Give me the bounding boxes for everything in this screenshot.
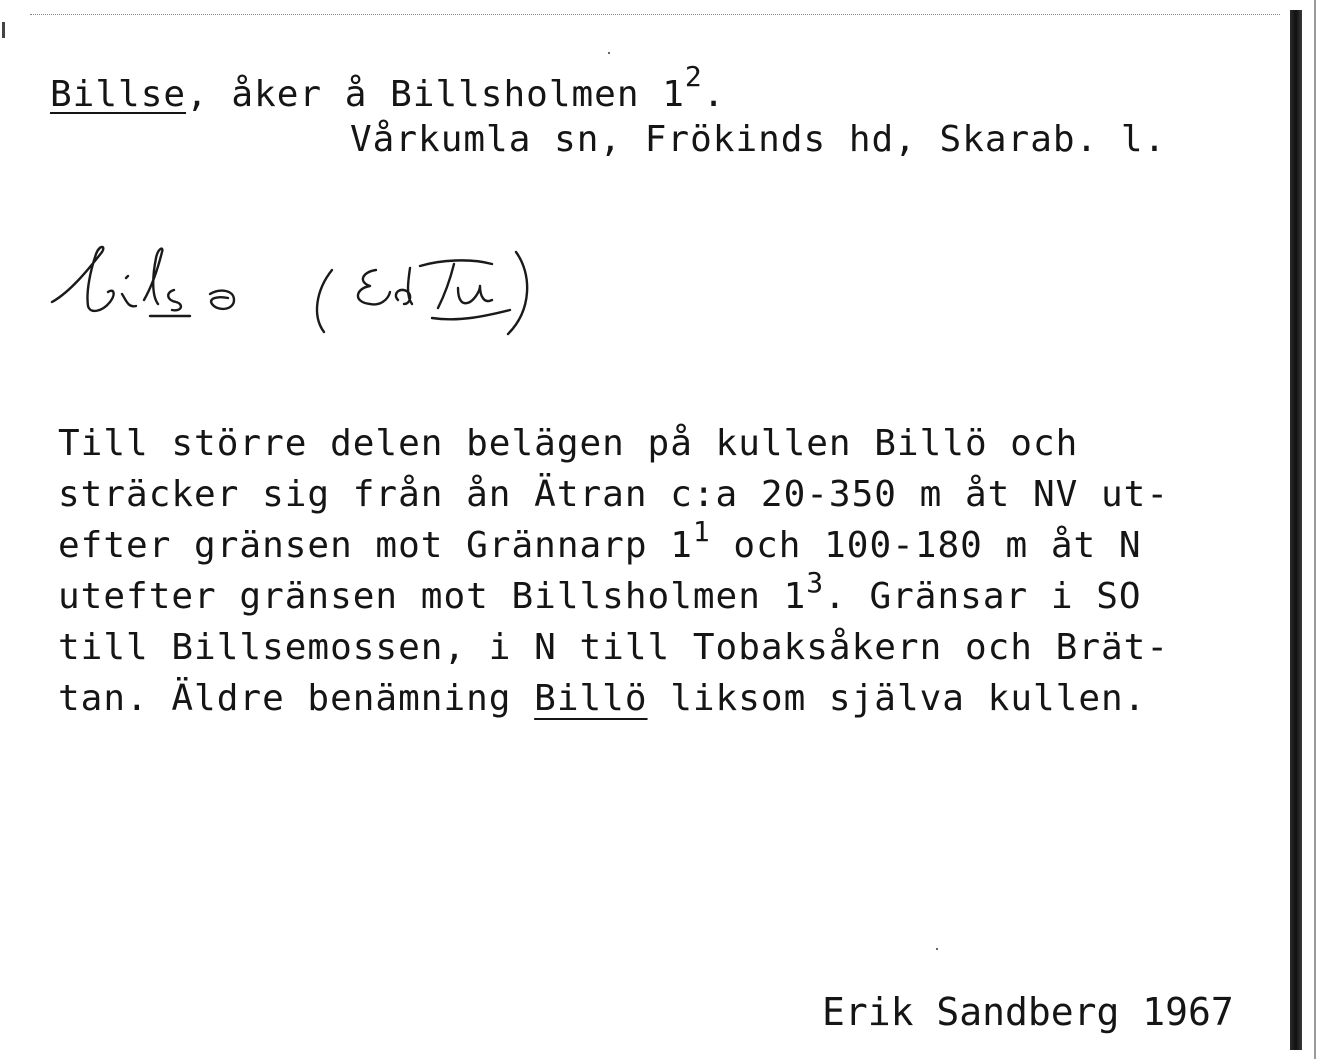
body-line xyxy=(58,515,1169,571)
card-body xyxy=(58,418,1169,724)
body-line: till Billsemossen, i N till Tobaksåkern och Brät- xyxy=(58,627,1170,668)
place-name: Billse xyxy=(50,74,187,115)
body-line-text: efter gränsen mot Grännarp 1 xyxy=(58,525,693,566)
body-line-text: utefter gränsen mot Billsholmen 1 xyxy=(58,576,807,617)
place-description-end: . xyxy=(702,74,726,115)
scan-right-edge-thin xyxy=(1314,0,1316,1059)
author-signature: Erik Sandberg 1967 xyxy=(822,990,1234,1034)
body-line-superscript: 1 xyxy=(692,515,711,548)
card-heading xyxy=(50,60,726,115)
body-line-superscript: 3 xyxy=(806,566,825,599)
parish-location: Vårkumla sn, Frökinds hd, Skarab. l. xyxy=(350,119,1167,160)
handwritten-note xyxy=(40,230,560,350)
body-line-text: tan. Äldre benämning xyxy=(58,678,535,719)
scan-speck xyxy=(936,948,938,950)
body-line xyxy=(58,673,1169,724)
scan-top-edge xyxy=(30,14,1280,16)
body-line-text: och 100-180 m åt N xyxy=(710,525,1142,566)
body-line xyxy=(58,566,1169,622)
place-description: , åker å Billsholmen 1 xyxy=(186,74,685,115)
body-line-text: . Gränsar i SO xyxy=(824,576,1142,617)
body-line: sträcker sig från ån Ätran c:a 20-350 m åt NV ut- xyxy=(58,474,1170,515)
body-line-underlined-name: Billö xyxy=(534,678,648,719)
scan-left-mark xyxy=(2,22,5,38)
body-line-text: liksom själva kullen. xyxy=(647,678,1147,719)
scan-speck xyxy=(608,52,610,54)
scan-right-edge xyxy=(1290,10,1302,1050)
place-description-superscript: 2 xyxy=(684,60,703,93)
body-line: Till större delen belägen på kullen Billö och xyxy=(58,423,1079,464)
